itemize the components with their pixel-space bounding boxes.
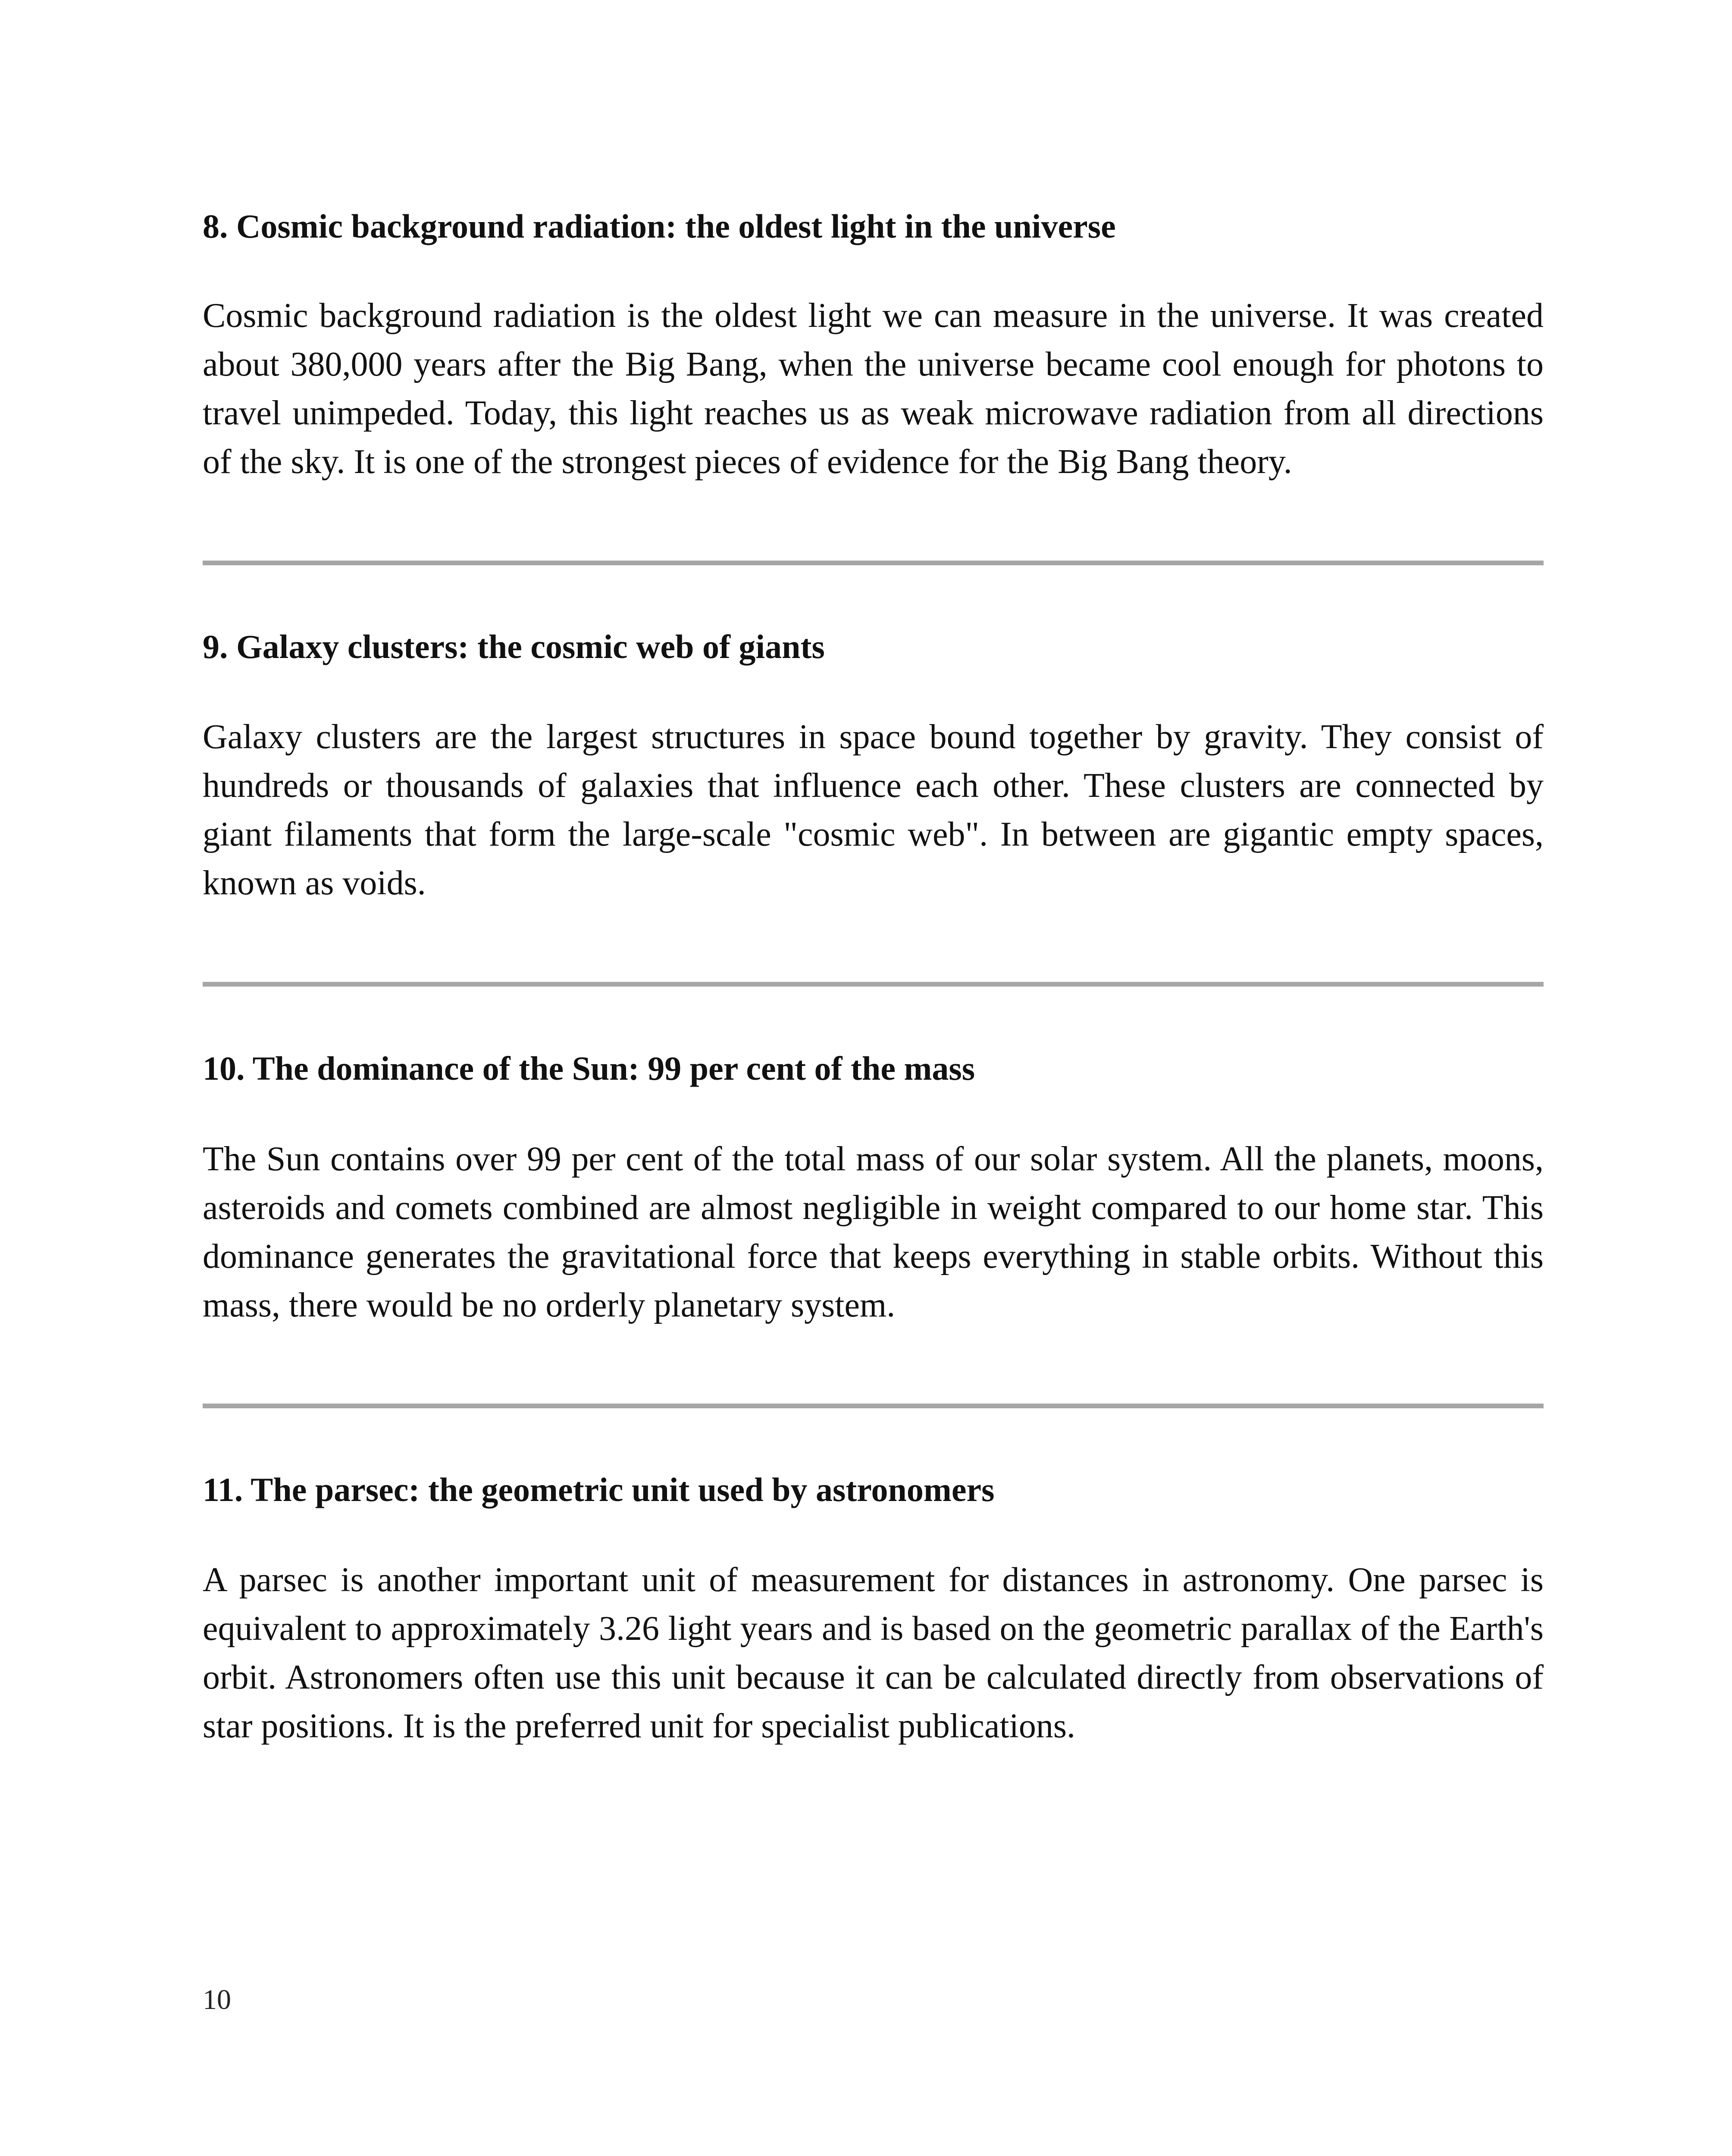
section-heading-10: 10. The dominance of the Sun: 99 per cent of the mass bbox=[203, 1050, 975, 1087]
section-body-9: Galaxy clusters are the largest structures in space bound together by gravity. They consist of hundreds or thousands of galaxies that influence each other. These clusters are connected by giant filaments that form the large-scale "cosmic web". In between are gigantic empty spaces, known as voids. bbox=[203, 718, 1544, 902]
section-divider bbox=[203, 982, 1544, 987]
section-heading-11: 11. The parsec: the geometric unit used by astronomers bbox=[203, 1471, 995, 1508]
section-body-8: Cosmic background radiation is the oldest light we can measure in the universe. It was created about 380,000 years after the Big Bang, when the universe became cool enough for photons to travel unimpeded. Today, this light reaches us as weak microwave radiation from all directions of the sky. It is one of the strongest pieces of evidence for the Big Bang theory. bbox=[203, 297, 1544, 481]
section-heading-9: 9. Galaxy clusters: the cosmic web of giants bbox=[203, 628, 825, 665]
section-divider bbox=[203, 561, 1544, 565]
section-body-11: A parsec is another important unit of measurement for distances in astronomy. One parsec is equivalent to approximately 3.26 light years and is based on the geometric parallax of the Earth's orbit. Astronomers often use this unit because it can be calculated directly from observations of star positions. It is the preferred unit for specialist publications. bbox=[203, 1561, 1544, 1745]
page-number: 10 bbox=[203, 1984, 231, 2015]
section-divider bbox=[203, 1404, 1544, 1408]
section-heading-8: 8. Cosmic background radiation: the oldest light in the universe bbox=[203, 207, 1116, 245]
section-body-10: The Sun contains over 99 per cent of the total mass of our solar system. All the planets, moons, asteroids and comets combined are almost negligible in weight compared to our home star. This dominance generates the gravitational force that keeps everything in stable orbits. Without this mass, there would be no orderly planetary system. bbox=[203, 1140, 1544, 1324]
